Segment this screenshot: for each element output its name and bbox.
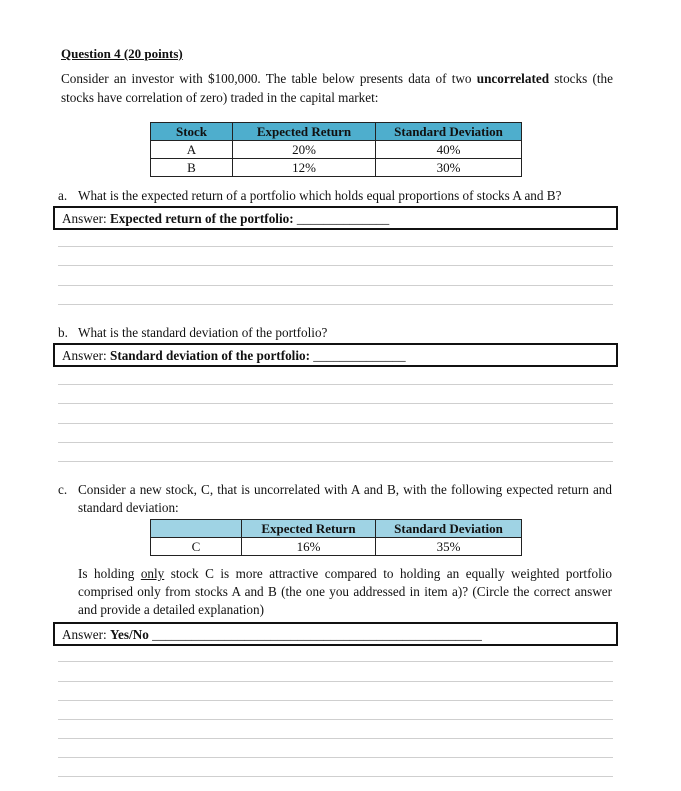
table-row xyxy=(151,159,522,177)
answer-line xyxy=(58,304,613,305)
answer-line xyxy=(58,423,613,424)
table-cell: 20% xyxy=(233,141,376,159)
table-header-row xyxy=(151,520,522,538)
table-header-cell: Standard Deviation xyxy=(376,520,522,538)
part-b-answer-box[interactable]: Answer: Standard deviation of the portfolio: ______________ xyxy=(53,343,618,367)
answer-line xyxy=(58,265,613,266)
part-c-question: c. Consider a new stock, C, that is uncorrelated with A and B, with the following expected return and standard deviation: xyxy=(58,482,612,515)
table-header-cell: Standard Deviation xyxy=(376,123,522,141)
table-cell: 40% xyxy=(376,141,522,159)
answer-line xyxy=(58,661,613,662)
table-cell: C xyxy=(151,538,242,556)
part-c-answer-box[interactable]: Answer: Yes/No __________________________________________________ xyxy=(53,622,618,646)
stock-c-table xyxy=(150,519,522,556)
answer-line xyxy=(58,776,613,777)
question-intro: Consider an investor with $100,000. The table below presents data of two uncorrelated stocks (the stocks have correlation of zero) traded in the capital market: xyxy=(61,71,613,105)
answer-line xyxy=(58,285,613,286)
part-c-followup: Is holding only stock C is more attractive compared to holding an equally weighted portfolio comprised only from stocks A and B (the one you addressed in item a)? (Circle the correct answer and provide a detailed explanation) xyxy=(78,566,613,617)
answer-line xyxy=(58,384,613,385)
answer-line xyxy=(58,461,613,462)
table-cell: 30% xyxy=(376,159,522,177)
part-a-question: a. What is the expected return of a portfolio which holds equal proportions of stocks A and B? xyxy=(58,188,562,203)
table-header-cell xyxy=(151,520,242,538)
table-header-cell: Stock xyxy=(151,123,233,141)
part-b-answer-blank[interactable]: ______________ xyxy=(313,348,406,363)
table-cell: 16% xyxy=(242,538,376,556)
question-title: Question 4 (20 points) xyxy=(61,46,183,61)
table-header-cell: Expected Return xyxy=(233,123,376,141)
answer-line xyxy=(58,403,613,404)
part-a-answer-blank[interactable]: ______________ xyxy=(296,211,390,226)
table-row xyxy=(151,538,522,556)
answer-line xyxy=(58,681,613,682)
answer-line xyxy=(58,719,613,720)
answer-line xyxy=(58,738,613,739)
part-a-answer-box[interactable]: Answer: Expected return of the portfolio: ______________ xyxy=(53,206,618,230)
table-row xyxy=(151,141,522,159)
part-b-question: b. What is the standard deviation of the portfolio? xyxy=(58,325,328,340)
stocks-table xyxy=(150,122,522,177)
answer-line xyxy=(58,442,613,443)
table-cell: A xyxy=(151,141,233,159)
answer-line xyxy=(58,757,613,758)
table-header-row xyxy=(151,123,522,141)
table-cell: 35% xyxy=(376,538,522,556)
table-cell: B xyxy=(151,159,233,177)
answer-line xyxy=(58,700,613,701)
part-c-answer-blank[interactable]: __________________________________________________ xyxy=(152,627,482,642)
answer-line xyxy=(58,246,613,247)
table-cell: 12% xyxy=(233,159,376,177)
table-header-cell: Expected Return xyxy=(242,520,376,538)
